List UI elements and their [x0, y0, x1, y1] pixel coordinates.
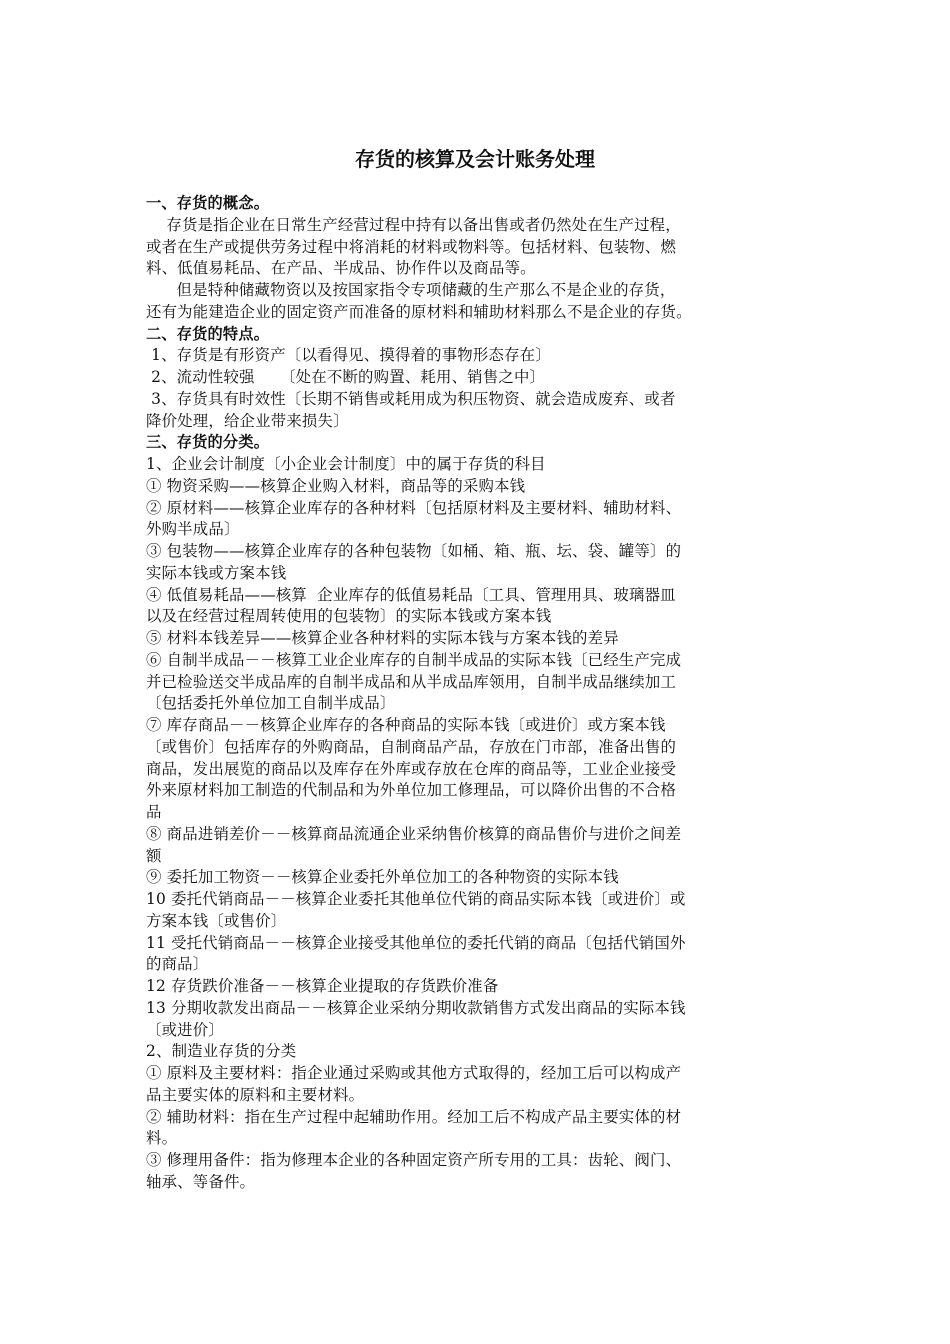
body-text-line: 品主要实体的原料和主要材料。	[146, 1085, 365, 1104]
section-heading: 一、存货的概念。	[146, 194, 270, 212]
body-text-line: 并已检验送交半成品库的自制半成品和从半成品库领用，自制半成品继续加工	[146, 672, 677, 691]
body-text-line: 2、流动性较强 〔处在不断的购置、耗用、销售之中〕	[146, 368, 546, 386]
body-text-line: 外购半成品〕	[146, 520, 240, 539]
body-text-line: 降价处理，给企业带来损失〕	[146, 411, 349, 430]
body-text-line: 2、制造业存货的分类	[146, 1042, 297, 1061]
body-text-line: 商品，发出展览的商品以及库存在外库或存放在仓库的商品等，工业企业接受	[146, 759, 677, 778]
body-text-line: ① 原料及主要材料：指企业通过采购或其他方式取得的，经加工后可以构成产	[146, 1064, 682, 1082]
body-text-line: 额	[146, 846, 162, 865]
body-text-line: ⑨ 委托加工物资－－核算企业委托外单位加工的各种物资的实际本钱	[146, 868, 619, 887]
body-text-line: 的商品〕	[146, 955, 209, 974]
section-heading: 二、存货的特点。	[146, 324, 270, 343]
body-text-line: 但是特种储藏物资以及按国家指令专项储藏的生产那么不是企业的存货，	[146, 281, 676, 299]
document-body	[146, 193, 806, 1194]
body-text-line: ⑦ 库存商品－－核算企业库存的各种商品的实际本钱〔或进价〕或方案本钱	[146, 716, 666, 734]
body-text-line: 料。	[146, 1129, 178, 1148]
body-text-line: 外来原材料加工制造的代制品和为外单位加工修理品，可以降价出售的不合格	[146, 781, 677, 800]
body-text-line: 或者在生产或提供劳务过程中将消耗的材料或物料等。包括材料、包装物、燃	[146, 237, 677, 256]
body-text-line: ② 辅助材料：指在生产过程中起辅助作用。经加工后不构成产品主要实体的材	[146, 1107, 682, 1126]
body-text-line: ⑧ 商品进销差价－－核算商品流通企业采纳售价核算的商品售价与进价之间差	[146, 824, 682, 843]
body-text-line: ⑤ 材料本钱差异——核算企业各种材料的实际本钱与方案本钱的差异	[146, 629, 619, 647]
body-text-line: 1、存货是有形资产〔以看得见、摸得着的事物形态存在〕	[146, 346, 551, 365]
section-heading: 三、存货的分类。	[146, 433, 270, 452]
body-text-line: 方案本钱〔或售价〕	[146, 911, 287, 930]
body-text-line: 12 存货跌价准备－－核算企业提取的存货跌价准备	[146, 977, 499, 995]
body-text-line: 10 委托代销商品－－核算企业委托其他单位代销的商品实际本钱〔或进价〕或	[146, 890, 686, 908]
body-text-line: ① 物资采购——核算企业购入材料，商品等的采购本钱	[146, 476, 526, 495]
body-text-line: 3、存货具有时效性〔长期不销售或耗用成为积压物资、就会造成废弃、或者	[146, 389, 676, 408]
body-text-line: 13 分期收款发出商品－－核算企业采纳分期收款销售方式发出商品的实际本钱	[146, 998, 686, 1017]
body-text-line: ③ 修理用备件：指为修理本企业的各种固定资产所专用的工具：齿轮、阀门、	[146, 1151, 682, 1169]
body-text-line: 还有为能建造企业的固定资产而准备的原材料和辅助材料那么不是企业的存货。	[146, 302, 692, 321]
body-text-line: 1、企业会计制度〔小企业会计制度〕中的属于存货的科目	[146, 455, 546, 473]
body-text-line: 存货是指企业在日常生产经营过程中持有以备出售或者仍然处在生产过程，	[146, 215, 681, 234]
body-text-line: 〔或售价〕包括库存的外购商品，自制商品产品，存放在门市部，准备出售的	[146, 737, 677, 756]
body-text-line: 以及在经营过程周转使用的包装物〕的实际本钱或方案本钱	[146, 607, 552, 626]
body-text-line: ④ 低值易耗品——核算 企业库存的低值易耗品〔工具、管理用具、玻璃器皿	[146, 585, 676, 604]
body-text-line: 品	[146, 803, 162, 821]
document-title: 存货的核算及会计账务处理	[355, 147, 595, 171]
body-text-line: 〔包括委托外单位加工自制半成品〕	[146, 694, 396, 713]
body-text-line: 实际本钱或方案本钱	[146, 563, 287, 582]
body-text-line: 11 受托代销商品－－核算企业接受其他单位的委托代销的商品〔包括代销国外	[146, 933, 686, 952]
body-text-line: 〔或进价〕	[146, 1020, 224, 1039]
body-text-line: ⑥ 自制半成品－－核算工业企业库存的自制半成品的实际本钱〔已经生产完成	[146, 650, 682, 669]
body-text-line: ③ 包装物——核算企业库存的各种包装物〔如桶、箱、瓶、坛、袋、罐等〕的	[146, 542, 682, 560]
body-text-line: ② 原材料——核算企业库存的各种材料〔包括原材料及主要材料、辅助材料、	[146, 498, 682, 517]
body-text-line: 轴承、等备件。	[146, 1172, 256, 1191]
body-text-line: 料、低值易耗品、在产品、半成品、协作件以及商品等。	[146, 259, 536, 278]
